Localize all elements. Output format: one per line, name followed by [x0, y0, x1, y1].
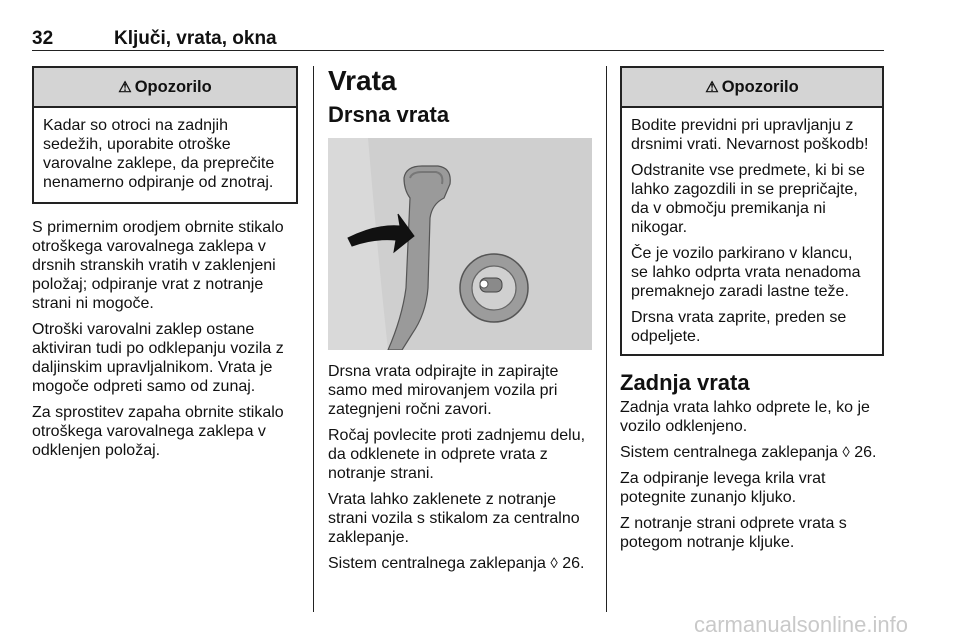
warning-box: [620, 66, 884, 356]
warning-body: [34, 108, 296, 202]
page-reference-icon: ◊: [550, 555, 558, 572]
paragraph: Za sprostitev zapaha obrnite stikalo otroškega varovalnega zaklepa v odklenjen položaj.: [32, 404, 284, 459]
section-heading: Vrata: [328, 65, 397, 96]
warning-body: [622, 108, 882, 354]
cross-reference: [620, 443, 884, 462]
warning-text: Drsna vrata zaprite, preden se odpeljete.: [631, 309, 847, 345]
page-number: 32: [32, 28, 54, 49]
warning-triangle-icon: ⚠: [118, 79, 132, 96]
warning-header: [34, 68, 296, 108]
warning-box: [32, 66, 298, 204]
paragraph: Otroški varovalni zaklep ostane aktiviran tudi po odklepanju vozila z daljinskim upravljalnikom. Vrata je mogoče odpreti samo od zunaj.: [32, 321, 284, 395]
page-title: Ključi, vrata, okna: [114, 28, 277, 49]
warning-text: Če je vozilo parkirano v klancu, se lahko odprta vrata nenadoma premaknejo zaradi lastne teže.: [631, 245, 861, 300]
reference-text: Sistem centralnega zaklepanja: [620, 444, 838, 461]
section-subheading: Zadnja vrata: [620, 370, 750, 395]
door-handle-illustration: [328, 138, 592, 350]
page-header: [32, 28, 884, 51]
column-left: [32, 66, 298, 467]
column-divider: [606, 66, 607, 612]
column-right: [620, 66, 884, 559]
paragraph: S primernim orodjem obrnite stikalo otroškega varovalnega zaklepa v drsnih stranskih vratih v zaklenjeni položaj; odpiranje vrat z notranje strani ni mogoče.: [32, 219, 284, 312]
paragraph: Za odpiranje levega krila vrat potegnite zunanjo kljuko.: [620, 470, 826, 506]
warning-title: Opozorilo: [721, 77, 799, 96]
column-middle: [328, 66, 592, 580]
warning-triangle-icon: ⚠: [705, 79, 719, 96]
page-reference-icon: ◊: [842, 444, 850, 461]
warning-text: Bodite previdni pri upravljanju z drsnimi vrati. Nevarnost poškodb!: [631, 117, 869, 153]
cross-reference: [328, 554, 592, 573]
watermark: carmanualsonline.info: [693, 612, 908, 637]
paragraph: Zadnja vrata lahko odprete le, ko je vozilo odklenjeno.: [620, 399, 870, 435]
section-subheading: Drsna vrata: [328, 102, 450, 127]
warning-text: Odstranite vse predmete, ki bi se lahko zagozdili in se prepričajte, da v območju premikanja ni nikogar.: [631, 162, 865, 236]
warning-title: Opozorilo: [134, 77, 212, 96]
warning-text: Kadar so otroci na zadnjih sedežih, uporabite otroške varovalne zaklepe, da preprečite nenamerno odpiranje od znotraj.: [43, 117, 275, 191]
reference-page[interactable]: 26.: [854, 444, 877, 461]
paragraph: Vrata lahko zaklenete z notranje strani vozila s stikalom za centralno zaklepanje.: [328, 491, 580, 546]
paragraph: Z notranje strani odprete vrata s potegom notranje kljuke.: [620, 515, 847, 551]
reference-page[interactable]: 26.: [562, 555, 585, 572]
reference-text: Sistem centralnega zaklepanja: [328, 555, 546, 572]
paragraph: Ročaj povlecite proti zadnjemu delu, da odklenete in odprete vrata z notranje strani.: [328, 427, 586, 482]
column-divider: [313, 66, 314, 612]
warning-header: [622, 68, 882, 108]
paragraph: Drsna vrata odpirajte in zapirajte samo med mirovanjem vozila pri zategnjeni ročni zavori.: [328, 363, 559, 418]
